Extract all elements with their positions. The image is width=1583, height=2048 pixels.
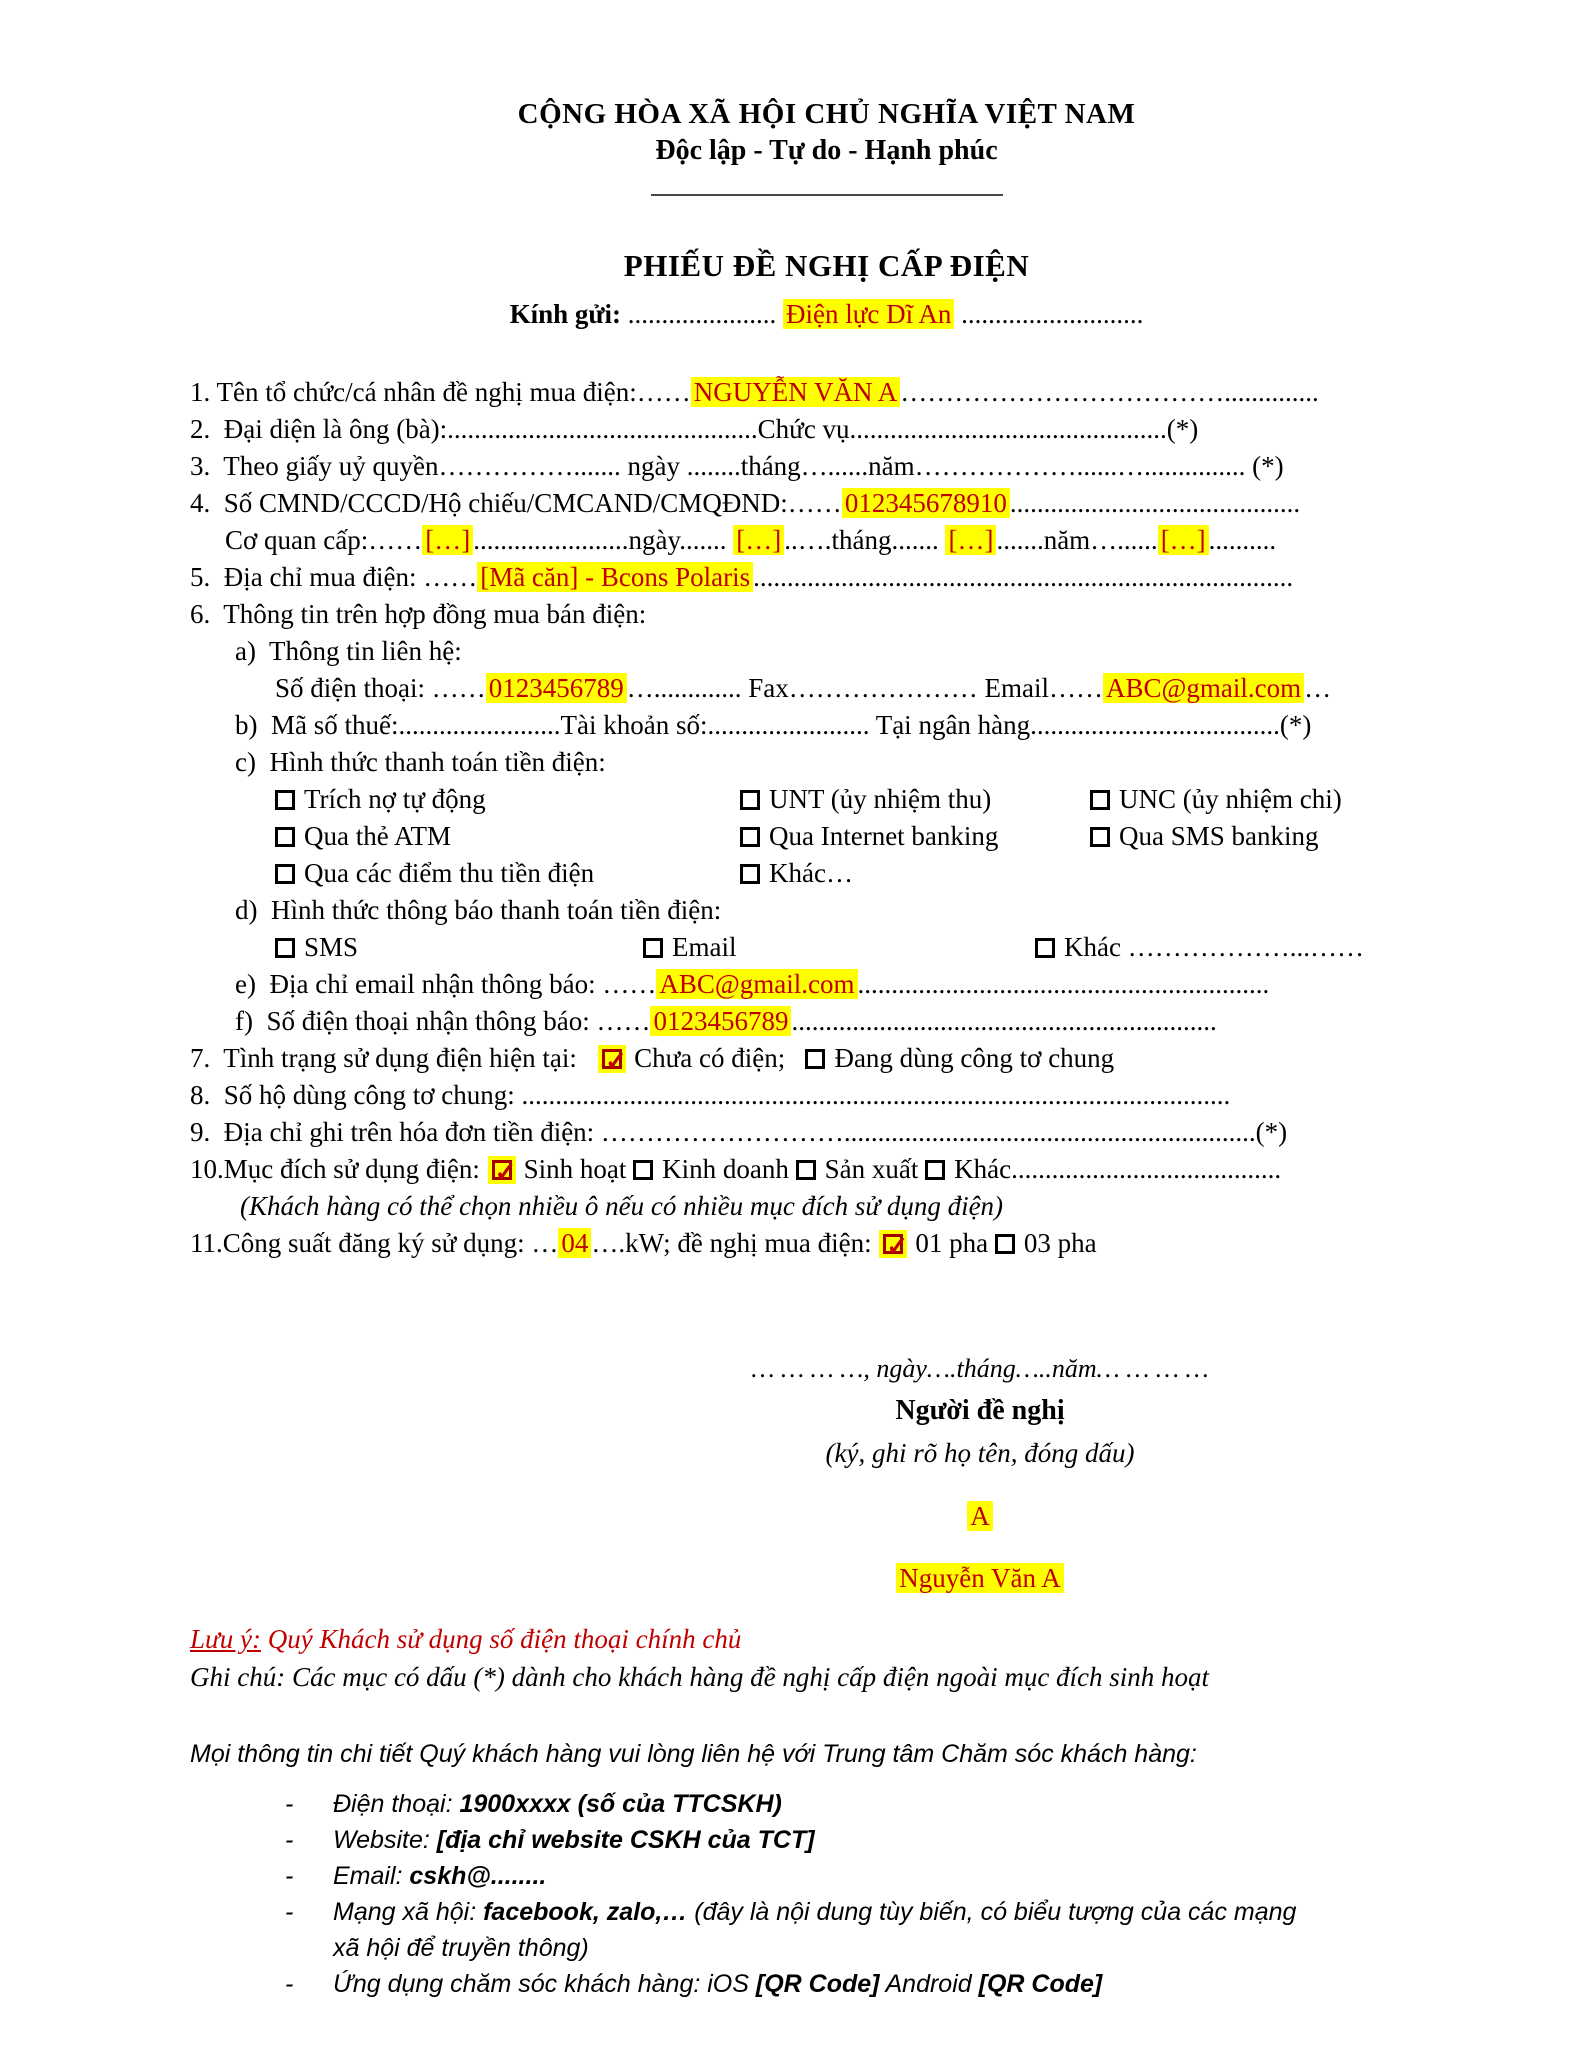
line-6c-payment-method	[190, 744, 1433, 781]
bullet-dash: -	[285, 1898, 294, 1926]
checkbox-01-pha[interactable]	[883, 1234, 903, 1254]
line-6b-tax-bank	[190, 707, 1433, 744]
form-title: PHIẾU ĐỀ NGHỊ CẤP ĐIỆN	[623, 248, 1030, 283]
signature-initial-row	[630, 1498, 1330, 1534]
checkbox-label: Qua các điểm thu tiền điện	[304, 858, 595, 888]
bullet-dash: -	[285, 1862, 294, 1890]
text-run: Sinh hoạt	[523, 1154, 634, 1184]
signature-name-row	[630, 1560, 1330, 1596]
checkbox-diem-thu-tien-dien[interactable]	[275, 864, 295, 884]
text-run: Mạng xã hội:	[333, 1898, 484, 1926]
checkbox-label: Khác…	[769, 858, 853, 888]
contact-intro-line: Mọi thông tin chi tiết Quý khách hàng vui lòng liên hệ với Trung tâm Chăm sóc khách hàng:	[190, 1740, 1197, 1768]
text-run: ...........................................	[1009, 488, 1301, 518]
bullet-text	[333, 1822, 1433, 1858]
text-run: cskh@........	[409, 1862, 547, 1890]
text-run: .......................ngày.......	[473, 525, 734, 555]
signature-role: Người đề nghị	[895, 1395, 1065, 1426]
text-run: Cơ quan cấp:……	[225, 525, 423, 555]
dots-after: ...........................	[954, 299, 1144, 329]
signature-date-line: … … … …, ngày….tháng…..năm… … … …	[751, 1354, 1209, 1383]
text-run: [QR Code]	[978, 1970, 1103, 1998]
checkbox-label: Qua Internet banking	[769, 821, 999, 851]
line-6-contract-info	[190, 596, 1433, 633]
text-run: ...............................................................	[791, 1006, 1217, 1036]
text-run: d) Hình thức thông báo thanh toán tiền điện:	[235, 895, 722, 925]
notify-phone-value: 0123456789	[650, 1006, 791, 1036]
payment-row-3	[190, 855, 1433, 892]
payment-row-2	[190, 818, 1433, 855]
notes-block	[190, 1620, 1433, 2002]
luu-y-line	[190, 1620, 1433, 1658]
checkbox-03-pha[interactable]	[995, 1234, 1015, 1254]
text-run: 6. Thông tin trên hợp đồng mua bán điện:	[190, 599, 647, 629]
text-run: 10.Mục đích sử dụng điện:	[190, 1154, 487, 1184]
contact-phone-item	[190, 1786, 1433, 1822]
checkbox-internet-banking[interactable]	[740, 827, 760, 847]
purchase-address-value: [Mã căn] - Bcons Polaris	[477, 562, 753, 592]
form-body	[190, 374, 1433, 1262]
checkbox-unc-option	[1090, 781, 1342, 818]
checkbox-sms-banking-option	[1090, 818, 1319, 855]
bullet-text	[333, 1894, 1433, 1966]
checkbox-internet-banking-option	[740, 818, 1090, 855]
signature-block	[630, 1348, 1330, 1596]
text-run: 8. Số hộ dùng công tơ chung: .........................................................................................................	[190, 1080, 1231, 1110]
contact-email-value: ABC@gmail.com	[1103, 673, 1304, 703]
checkbox-san-xuat[interactable]	[796, 1160, 816, 1180]
line-3-authorization	[190, 448, 1433, 485]
text-run: …............. Fax………………… Email……	[626, 673, 1103, 703]
text-run: Email:	[333, 1862, 410, 1890]
checkbox-kinh-doanh[interactable]	[633, 1160, 653, 1180]
checkbox-khac-payment[interactable]	[740, 864, 760, 884]
checkbox-label: Qua SMS banking	[1119, 821, 1319, 851]
text-run: Android	[879, 1970, 979, 1998]
text-run: Kinh doanh	[662, 1154, 796, 1184]
text-run: e) Địa chỉ email nhận thông báo: ……	[235, 969, 657, 999]
payment-row-1	[190, 781, 1433, 818]
luu-y-label: Lưu ý:	[190, 1624, 261, 1654]
text-run: ….kW; đề nghị mua điện:	[591, 1228, 879, 1258]
contact-website-item	[190, 1822, 1433, 1858]
recipient-label: Kính gửi:	[509, 299, 622, 329]
checkbox-sms-banking[interactable]	[1090, 827, 1110, 847]
line-11-capacity	[190, 1225, 1433, 1262]
text-run: …	[1304, 673, 1332, 703]
line-9-invoice-address	[190, 1114, 1433, 1151]
checkbox-sms-notify[interactable]	[275, 938, 295, 958]
checkbox-khac-purpose[interactable]	[925, 1160, 945, 1180]
line-2-representative	[190, 411, 1433, 448]
bullet-dash: -	[285, 1790, 294, 1818]
text-run: facebook, zalo,…	[483, 1898, 695, 1926]
national-motto: Độc lập - Tự do - Hạnh phúc	[655, 135, 998, 166]
line-1-customer-name	[190, 374, 1433, 411]
text-run: Chưa có điện;	[634, 1043, 806, 1073]
bullet-text	[333, 1858, 1433, 1894]
recipient-value: Điện lực Dĩ An	[783, 299, 954, 329]
line-10-usage-purpose	[190, 1151, 1433, 1188]
bullet-dash: -	[285, 1826, 294, 1854]
checkbox-label: Trích nợ tự động	[304, 784, 486, 814]
checkbox-label: SMS	[304, 932, 359, 962]
checkbox-qua-the-atm[interactable]	[275, 827, 295, 847]
notify-email-value: ABC@gmail.com	[656, 969, 857, 999]
bullet-text	[333, 1966, 1433, 2002]
text-run: ..........	[1208, 525, 1277, 555]
contact-app-item	[190, 1966, 1433, 2002]
document-header-block	[220, 96, 1433, 334]
line-6a-contact-info	[190, 633, 1433, 670]
line-4b-issuing-agency	[190, 522, 1433, 559]
text-run: ………………………………..............	[900, 377, 1319, 407]
checkbox-khac-notify-option	[1035, 929, 1364, 966]
line-6d-notify-method	[190, 892, 1433, 929]
text-run: Website:	[333, 1826, 437, 1854]
checkbox-label: Email	[672, 932, 737, 962]
text-run: Ứng dụng chăm sóc khách hàng: iOS	[333, 1970, 756, 1998]
luu-y-text: Quý Khách sử dụng số điện thoại chính chủ	[260, 1624, 742, 1654]
line-7-current-status	[190, 1040, 1433, 1077]
contact-email-item	[190, 1858, 1433, 1894]
text-run: 4. Số CMND/CCCD/Hộ chiếu/CMCAND/CMQĐND:……	[190, 488, 842, 518]
checkbox-khac-notify[interactable]	[1035, 938, 1055, 958]
line-4-id-number	[190, 485, 1433, 522]
checkbox-trich-no-tu-dong-option	[275, 781, 740, 818]
text-run: f) Số điện thoại nhận thông báo: ……	[235, 1006, 651, 1036]
checkbox-email-notify[interactable]	[643, 938, 663, 958]
text-run: 1900xxxx (số của TTCSKH)	[459, 1790, 782, 1818]
checkbox-trich-no-tu-dong[interactable]	[275, 790, 295, 810]
issue-month-value: […]	[945, 525, 996, 555]
customer-name-value: NGUYỄN VĂN A	[691, 377, 901, 407]
line-5-purchase-address	[190, 559, 1433, 596]
checkbox-label: Qua thẻ ATM	[304, 821, 451, 851]
text-run: 3. Theo giấy uỷ quyền……………....... ngày ........tháng…......năm………………......…............... (*)	[190, 451, 1284, 481]
checkbox-label: UNT (ủy nhiệm thu)	[769, 784, 992, 814]
line-6f-notify-phone	[190, 1003, 1433, 1040]
ghi-chu-line: Ghi chú: Các mục có dấu (*) dành cho khách hàng đề nghị cấp điện ngoài mục đích sinh hoạt	[190, 1662, 1210, 1692]
text-run: Số điện thoại: ……	[275, 673, 486, 703]
text-run: ................................................................................	[753, 562, 1294, 592]
line-8-shared-meter	[190, 1077, 1433, 1114]
text-run: (đây là nội dung tùy biến, có biểu tượng của các mạng xã hội để truyền thông)	[333, 1898, 1297, 1962]
checkbox-diem-thu-tien-dien-option	[275, 855, 740, 892]
capacity-value: 04	[558, 1228, 591, 1258]
notify-row	[190, 929, 1433, 966]
text-run: 1. Tên tổ chức/cá nhân đề nghị mua điện:……	[190, 377, 691, 407]
checkbox-email-notify-option	[643, 929, 1035, 966]
text-run: Khác........................................	[954, 1154, 1282, 1184]
issue-day-value: […]	[733, 525, 784, 555]
text-run: Sản xuất	[824, 1154, 926, 1184]
text-run: 5. Địa chỉ mua điện: ……	[190, 562, 478, 592]
line-10-note	[190, 1188, 1433, 1225]
checkbox-dang-dung-cong-to-chung[interactable]	[805, 1049, 825, 1069]
text-run: [QR Code]	[755, 1970, 880, 1998]
text-run: 9. Địa chỉ ghi trên hóa đơn tiền điện: ……………………….............................................................(*)	[190, 1117, 1288, 1147]
header-separator	[651, 194, 1003, 196]
id-number-value: 012345678910	[842, 488, 1010, 518]
checkbox-khac-payment-option	[740, 855, 853, 892]
checkbox-chua-co-dien[interactable]	[602, 1049, 622, 1069]
checkbox-unt[interactable]	[740, 790, 760, 810]
checkbox-sinh-hoat[interactable]	[492, 1160, 512, 1180]
text-run: b) Mã số thuế:........................Tài khoản số:........................ Tại ngân hàng.....................................(*)	[235, 710, 1312, 740]
checkbox-sms-notify-option	[275, 929, 643, 966]
bullet-dash: -	[285, 1970, 294, 1998]
checkbox-label: Khác ………………...……	[1064, 932, 1364, 962]
checkbox-qua-the-atm-option	[275, 818, 740, 855]
checkbox-unc[interactable]	[1090, 790, 1110, 810]
line-6e-notify-email	[190, 966, 1433, 1003]
line-6a2-phone-fax-email	[190, 670, 1433, 707]
text-run: 7. Tình trạng sử dụng điện hiện tại:	[190, 1043, 598, 1073]
contact-social-item	[190, 1894, 1433, 1966]
signature-instruction: (ký, ghi rõ họ tên, đóng dấu)	[825, 1438, 1135, 1468]
text-run: 2. Đại diện là ông (bà):..............................................Chức vụ...............................................(*)	[190, 414, 1199, 444]
checkbox-label: UNC (ủy nhiệm chi)	[1119, 784, 1342, 814]
signed-initial: A	[967, 1501, 993, 1531]
text-run: c) Hình thức thanh toán tiền điện:	[235, 747, 606, 777]
text-run: a) Thông tin liên hệ:	[235, 636, 462, 666]
national-title: CỘNG HÒA XÃ HỘI CHỦ NGHĨA VIỆT NAM	[517, 98, 1136, 130]
contact-list	[190, 1786, 1433, 2002]
text-run: 01 pha	[915, 1228, 995, 1258]
text-run: Đang dùng công tơ chung	[834, 1043, 1115, 1073]
checkbox-unt-option	[740, 781, 1090, 818]
text-run: Điện thoại:	[333, 1790, 460, 1818]
issue-year-value: […]	[1158, 525, 1209, 555]
text-run: 11.Công suất đăng ký sử dụng: …	[190, 1228, 559, 1258]
signed-name: Nguyễn Văn A	[896, 1563, 1064, 1593]
text-run: .............................................................	[857, 969, 1270, 999]
bullet-text	[333, 1786, 1433, 1822]
text-run: 03 pha	[1023, 1228, 1097, 1258]
issuing-agency-value: […]	[422, 525, 473, 555]
text-run: ..….tháng.......	[784, 525, 946, 555]
dots-before: ......................	[621, 299, 784, 329]
text-run: [địa chỉ website CSKH của TCT]	[436, 1826, 815, 1854]
text-run: .......năm…......	[996, 525, 1158, 555]
recipient-line	[220, 294, 1433, 334]
contact-phone-value: 0123456789	[486, 673, 627, 703]
text-run: (Khách hàng có thể chọn nhiều ô nếu có nhiều mục đích sử dụng điện)	[240, 1191, 1004, 1221]
